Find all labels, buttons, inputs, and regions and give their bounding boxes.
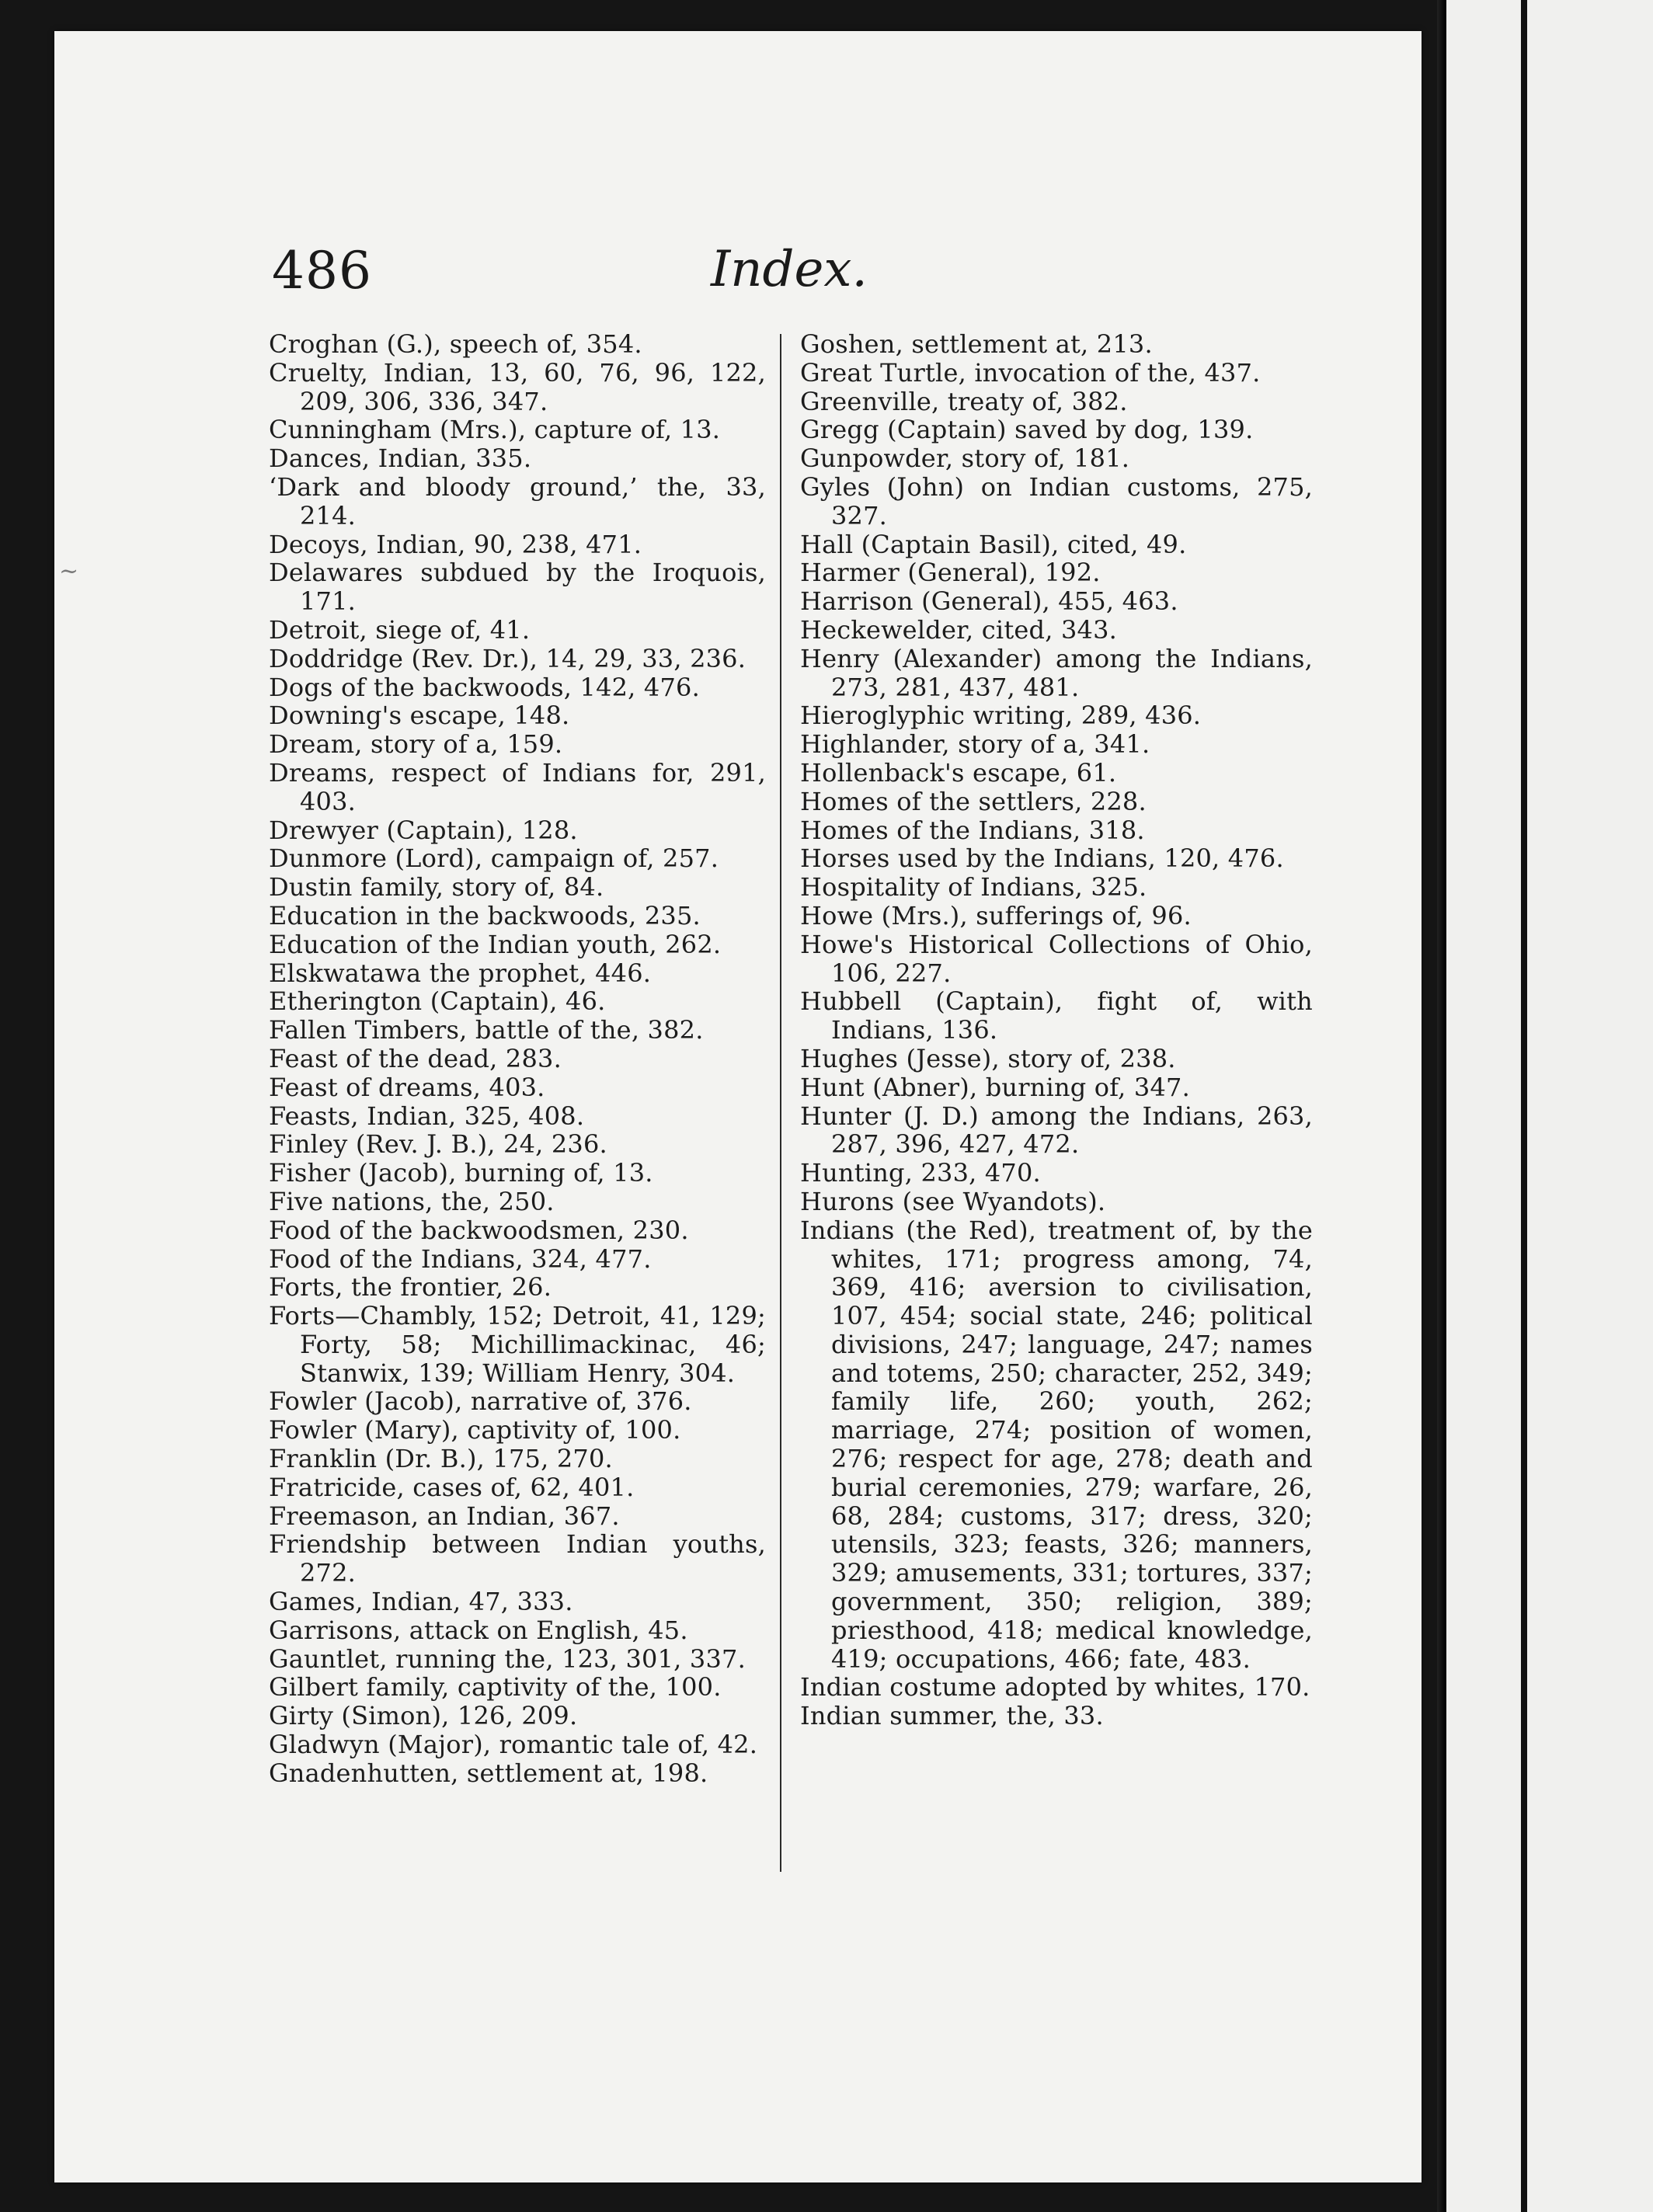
index-entry: Forts—Chambly, 152; Detroit, 41, 129; Forty, 58; Michillimackinac, 46; Stanwix, 139; William Henry, 304. [269, 1301, 766, 1388]
index-column-right [800, 330, 1313, 1730]
index-entry: Games, Indian, 47, 333. [269, 1587, 573, 1617]
index-entry: Hughes (Jesse), story of, 238. [800, 1043, 1176, 1073]
index-entry: Franklin (Dr. B.), 175, 270. [269, 1444, 613, 1474]
index-entry: Feasts, Indian, 325, 408. [269, 1101, 585, 1131]
index-entry: Indian costume adopted by whites, 170. [800, 1672, 1310, 1702]
index-entry: Fisher (Jacob), burning of, 13. [269, 1158, 653, 1188]
index-entry: Gnadenhutten, settlement at, 198. [269, 1758, 708, 1788]
index-entry: Dances, Indian, 335. [269, 443, 532, 474]
margin-mark: ~ [59, 558, 79, 585]
index-entry: Dunmore (Lord), campaign of, 257. [269, 843, 719, 874]
index-entry: Fratricide, cases of, 62, 401. [269, 1472, 635, 1502]
page-number: 486 [272, 241, 372, 301]
index-entry: Fowler (Mary), captivity of, 100. [269, 1415, 681, 1445]
index-entry: Howe's Historical Collections of Ohio, 106, 227. [800, 929, 1313, 988]
index-entry: Goshen, settlement at, 213. [800, 329, 1153, 359]
index-entry: Feast of dreams, 403. [269, 1072, 545, 1102]
facing-page-margin-line [1521, 0, 1527, 2212]
index-entry: Food of the Indians, 324, 477. [269, 1243, 652, 1274]
index-entry: Dogs of the backwoods, 142, 476. [269, 672, 700, 702]
index-entry: Fowler (Jacob), narrative of, 376. [269, 1386, 692, 1417]
index-entry: Dreams, respect of Indians for, 291, 403. [269, 757, 766, 816]
index-entry: Hubbell (Captain), fight of, with Indians, 136. [800, 986, 1313, 1045]
index-entry: Gilbert family, captivity of the, 100. [269, 1672, 722, 1702]
index-entry: Harmer (General), 192. [800, 558, 1101, 588]
index-entry: Indian summer, the, 33. [800, 1701, 1104, 1731]
index-entry: Elskwatawa the prophet, 446. [269, 958, 652, 988]
index-entry: Education of the Indian youth, 262. [269, 929, 722, 959]
index-entry: Hurons (see Wyandots). [800, 1186, 1106, 1216]
index-entry: Horses used by the Indians, 120, 476. [800, 843, 1284, 874]
facing-page-edge [1446, 0, 1653, 2212]
index-entry: Gauntlet, running the, 123, 301, 337. [269, 1643, 746, 1674]
index-entry: Cruelty, Indian, 13, 60, 76, 96, 122, 209, 306, 336, 347. [269, 357, 766, 416]
index-entry: Gladwyn (Major), romantic tale of, 42. [269, 1730, 758, 1760]
index-entry: Hospitality of Indians, 325. [800, 872, 1147, 903]
index-entry: Dustin family, story of, 84. [269, 872, 604, 903]
index-entry: Homes of the settlers, 228. [800, 786, 1147, 816]
index-entry: Freemason, an Indian, 367. [269, 1501, 620, 1531]
index-entry: Girty (Simon), 126, 209. [269, 1701, 578, 1731]
index-entry: Hunting, 233, 470. [800, 1158, 1041, 1188]
index-entry: Detroit, siege of, 41. [269, 614, 531, 645]
index-entry: Feast of the dead, 283. [269, 1043, 562, 1073]
index-entry: Highlander, story of a, 341. [800, 729, 1150, 760]
index-entry: Fallen Timbers, battle of the, 382. [269, 1015, 704, 1045]
page-header [272, 241, 1359, 318]
index-entry: Cunningham (Mrs.), capture of, 13. [269, 415, 721, 445]
index-entry: Howe (Mrs.), sufferings of, 96. [800, 900, 1192, 930]
index-entry: Gunpowder, story of, 181. [800, 443, 1130, 474]
index-entry: Food of the backwoodsmen, 230. [269, 1215, 689, 1245]
index-entry: Heckewelder, cited, 343. [800, 614, 1118, 645]
index-entry: Hollenback's escape, 61. [800, 757, 1117, 788]
index-column-left [269, 330, 766, 1788]
index-entry: Hieroglyphic writing, 289, 436. [800, 701, 1202, 731]
index-entry: Doddridge (Rev. Dr.), 14, 29, 33, 236. [269, 643, 746, 673]
index-entry: Drewyer (Captain), 128. [269, 815, 578, 845]
index-entry: Friendship between Indian youths, 272. [269, 1529, 766, 1588]
index-entry: Hunter (J. D.) among the Indians, 263, 287, 396, 427, 472. [800, 1101, 1313, 1160]
index-entry: Indians (the Red), treatment of, by the whites, 171; progress among, 74, 369, 416; aversion to civilisation, 107, 454; social state, 246; political divisions, 247; language, 247; names and totems, 250; character, 252, 349; family life, 260; youth, 262; marriage, 274; position of women, 276; respect for age, 278; death and burial ceremonies, 279; warfare, 26, 68, 284; customs, 317; dress, 320; utensils, 323; feasts, 326; manners, 329; amusements, 331; tortures, 337; government, 350; religion, 389; priesthood, 418; medical knowledge, 419; occupations, 466; fate, 483. [800, 1215, 1313, 1674]
index-entry: Croghan (G.), speech of, 354. [269, 329, 642, 359]
index-entry: Garrisons, attack on English, 45. [269, 1615, 688, 1645]
index-entry: Finley (Rev. J. B.), 24, 236. [269, 1129, 607, 1160]
index-entry: Education in the backwoods, 235. [269, 900, 701, 930]
index-entry: Downing's escape, 148. [269, 701, 570, 731]
index-entry: Hunt (Abner), burning of, 347. [800, 1072, 1190, 1102]
index-entry: Gyles (John) on Indian customs, 275, 327. [800, 471, 1313, 530]
index-entry: Delawares subdued by the Iroquois, 171. [269, 558, 766, 617]
index-entry: Forts, the frontier, 26. [269, 1272, 552, 1303]
index-entry: Dream, story of a, 159. [269, 729, 563, 760]
index-entry: Hall (Captain Basil), cited, 49. [800, 529, 1187, 559]
index-entry: Harrison (General), 455, 463. [800, 586, 1178, 617]
index-entry: Etherington (Captain), 46. [269, 986, 606, 1017]
index-entry: Greenville, treaty of, 382. [800, 386, 1128, 416]
running-head: Index. [711, 241, 868, 298]
index-entry: Decoys, Indian, 90, 238, 471. [269, 529, 642, 559]
index-entry: Five nations, the, 250. [269, 1186, 555, 1216]
index-entry: Homes of the Indians, 318. [800, 815, 1145, 845]
index-entry: Great Turtle, invocation of the, 437. [800, 357, 1261, 388]
index-entry: Gregg (Captain) saved by dog, 139. [800, 415, 1254, 445]
index-entry: Henry (Alexander) among the Indians, 273, 281, 437, 481. [800, 643, 1313, 702]
column-divider [780, 334, 781, 1872]
index-entry: ‘Dark and bloody ground,’ the, 33, 214. [269, 471, 766, 530]
